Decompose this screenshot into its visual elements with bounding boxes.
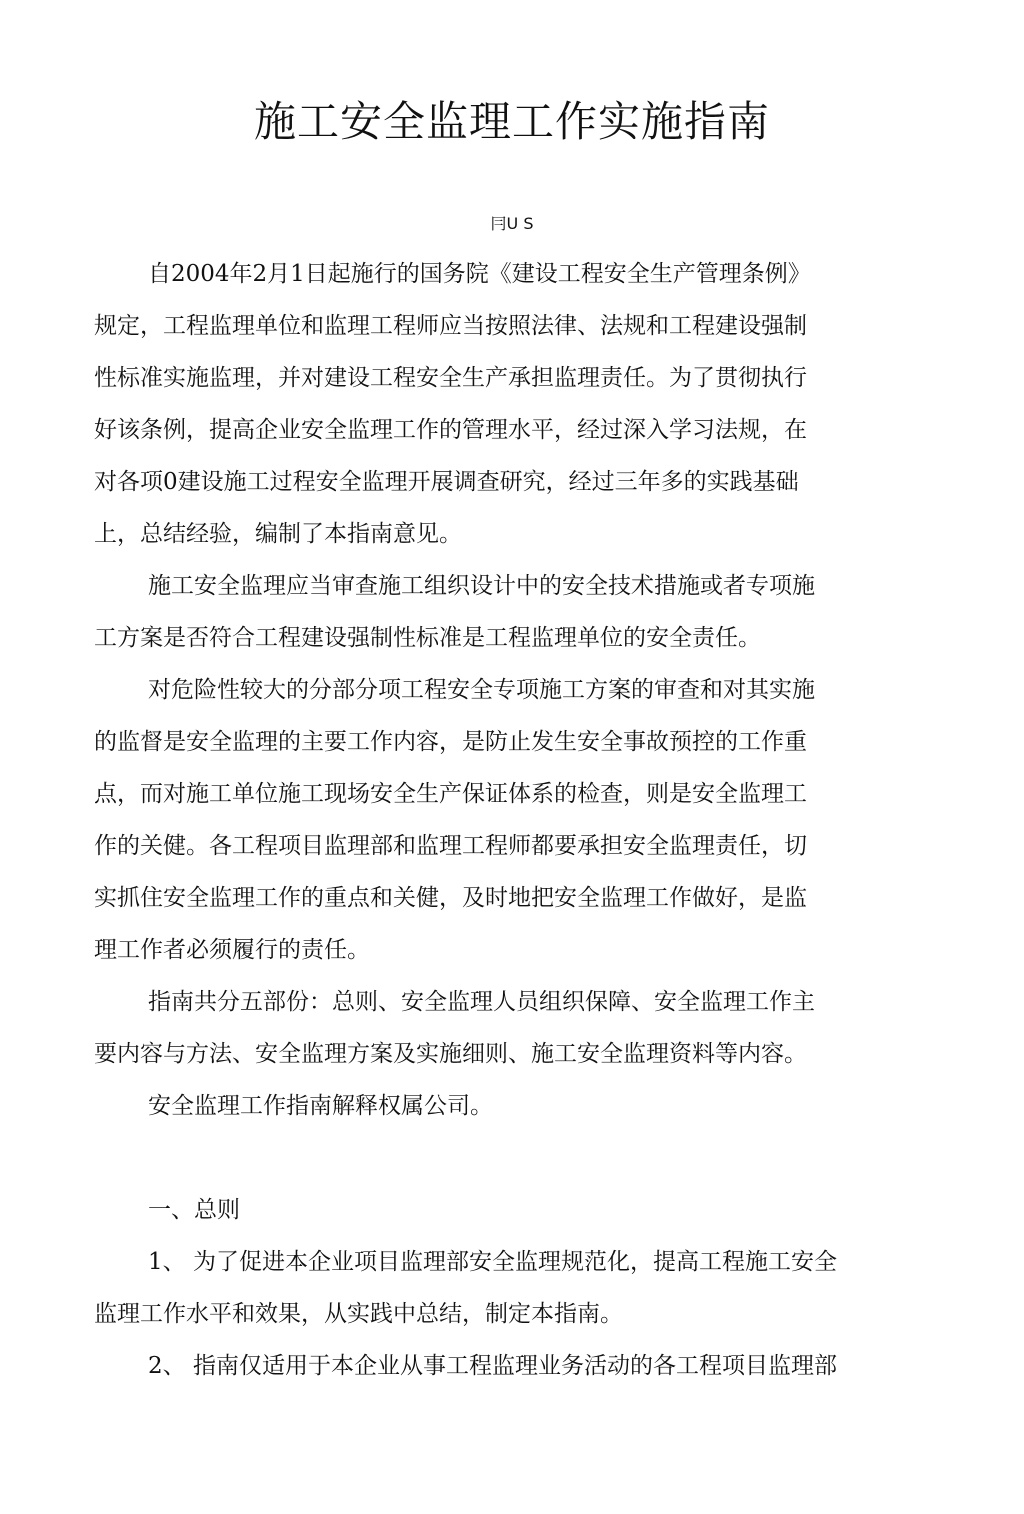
text-line: 工方案是否符合工程建设强制性标准是工程监理单位的安全责任。 <box>94 625 761 651</box>
text-line: 1、 为了促进本企业项目监理部安全监理规范化，提高工程施工安全 <box>148 1249 837 1275</box>
text-line: 自2004年2月1日起施行的国务院《建设工程安全生产管理条例》 <box>148 261 811 287</box>
list-item-1 <box>94 1236 894 1340</box>
paragraph-5 <box>94 1080 894 1132</box>
text-line: 安全监理工作指南解释权属公司。 <box>148 1093 493 1119</box>
section-spacer <box>94 1132 894 1184</box>
text-line: 2、 指南仅适用于本企业从事工程监理业务活动的各工程项目监理部 <box>148 1353 837 1379</box>
intro-paragraph <box>94 248 894 560</box>
text-line: 对危险性较大的分部分项工程安全专项施工方案的审查和对其实施 <box>148 677 815 703</box>
text-line: 监理工作水平和效果，从实践中总结，制定本指南。 <box>94 1301 623 1327</box>
paragraph-2 <box>94 560 894 664</box>
text-line: 作的关健。各工程项目监理部和监理工程师都要承担安全监理责任，切 <box>94 833 807 859</box>
document-title: 施工安全监理工作实施指南 <box>253 97 770 146</box>
list-item-2 <box>94 1340 894 1392</box>
document-body <box>94 248 894 1392</box>
text-line: 的监督是安全监理的主要工作内容，是防止发生安全事故预控的工作重 <box>94 729 807 755</box>
text-line: 好该条例，提高企业安全监理工作的管理水平，经过深入学习法规，在 <box>94 417 807 443</box>
document-subtitle: 冃U S <box>490 214 534 233</box>
text-line: 理工作者必须履行的责任。 <box>94 937 370 963</box>
text-line: 点，而对施工单位施工现场安全生产保证体系的检查，则是安全监理工 <box>94 781 807 807</box>
paragraph-4 <box>94 976 894 1080</box>
paragraph-3 <box>94 664 894 976</box>
text-line: 实抓住安全监理工作的重点和关健，及时地把安全监理工作做好，是监 <box>94 885 807 911</box>
text-line: 指南共分五部份：总则、安全监理人员组织保障、安全监理工作主 <box>148 989 815 1015</box>
section-heading: 一、总则 <box>148 1197 240 1223</box>
text-line: 施工安全监理应当审查施工组织设计中的安全技术措施或者专项施 <box>148 573 815 599</box>
text-line: 要内容与方法、安全监理方案及实施细则、施工安全监理资料等内容。 <box>94 1041 807 1067</box>
text-line: 规定，工程监理单位和监理工程师应当按照法律、法规和工程建设强制 <box>94 313 807 339</box>
text-line: 上，总结经验，编制了本指南意见。 <box>94 521 462 547</box>
text-line: 性标准实施监理，并对建设工程安全生产承担监理责任。为了贯彻执行 <box>94 365 807 391</box>
text-line: 对各项0建设施工过程安全监理开展调查研究，经过三年多的实践基础 <box>94 469 799 495</box>
